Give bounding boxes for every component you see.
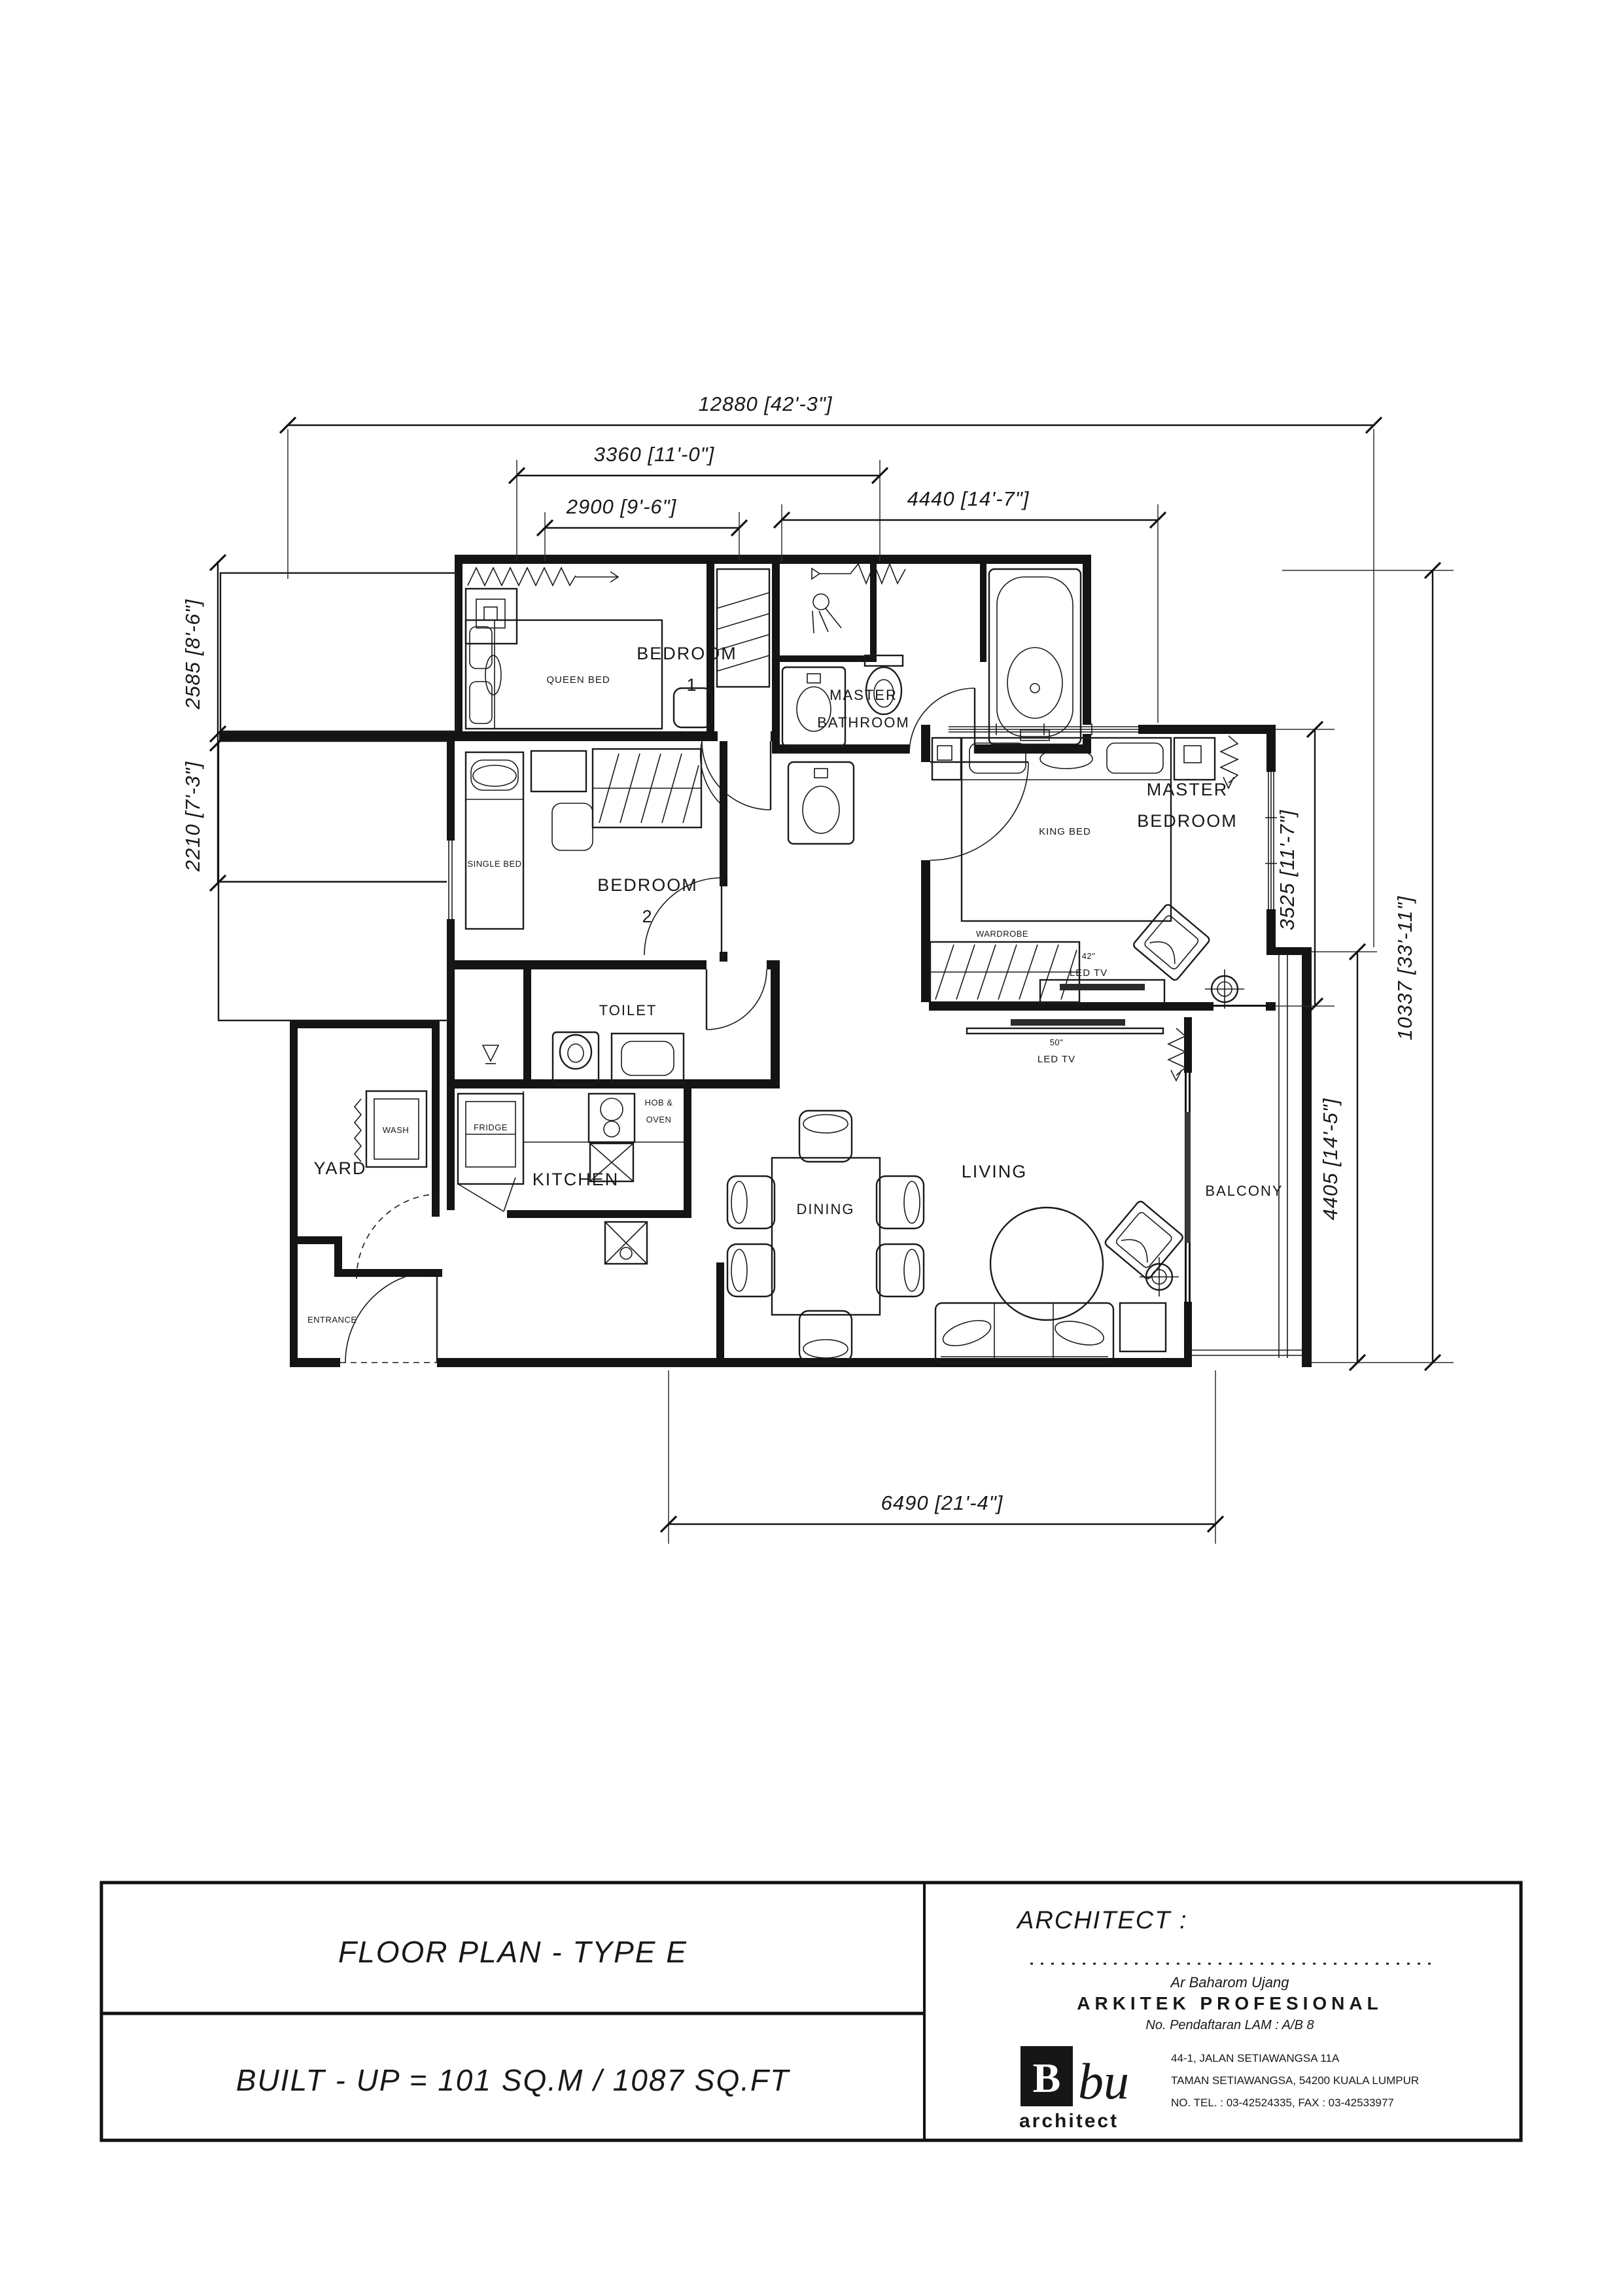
living-furniture — [935, 1019, 1185, 1363]
side-table — [932, 738, 961, 780]
drain-icon — [1030, 684, 1039, 693]
bedroom2-label: BEDROOM — [597, 875, 698, 895]
dim-top-overall: 12880 [42'-3"] — [698, 392, 833, 415]
hob-label: HOB & — [644, 1098, 673, 1107]
door-arc — [707, 969, 767, 1030]
hob-icon — [589, 1094, 635, 1142]
door-arc — [702, 741, 771, 810]
master-bathroom-label-2: BATHROOM — [817, 714, 910, 731]
entrance-door-arc — [345, 1271, 437, 1363]
king-bed-label: KING BED — [1039, 826, 1091, 837]
dim-2210: 2210 [7'-3"] — [181, 761, 204, 872]
hall-basin — [788, 762, 854, 844]
nightstand — [466, 589, 517, 644]
yard-label: YARD — [313, 1158, 367, 1178]
door-arc — [909, 688, 975, 754]
dimension-lines — [210, 417, 1454, 1544]
dim-3525: 3525 [11'-7"] — [1276, 809, 1299, 931]
wardrobe-label: WARDROBE — [975, 929, 1029, 939]
master-bathroom-label: MASTER — [829, 687, 898, 703]
drawing-title: FLOOR PLAN - TYPE E — [338, 1935, 688, 1969]
master-bedroom-label: MASTER — [1146, 780, 1229, 799]
address-line3: NO. TEL. : 03-42524335, FAX : 03-42533977 — [1171, 2096, 1394, 2109]
fridge-label: FRIDGE — [473, 1122, 508, 1132]
basin-icon — [483, 1045, 498, 1061]
tv50-icon — [1011, 1019, 1125, 1026]
registration-number: No. Pendaftaran LAM : A/B 8 — [1145, 2018, 1314, 2032]
desk — [531, 751, 586, 791]
pillow-icon — [1107, 743, 1163, 773]
kitchen-label: KITCHEN — [532, 1170, 620, 1189]
dim-2585: 2585 [8'-6"] — [181, 599, 204, 710]
door-arc — [930, 762, 1028, 860]
dining-furniture — [727, 1111, 924, 1362]
shower-icon — [813, 594, 829, 610]
fridge — [458, 1094, 523, 1184]
bedroom2-label-2: 2 — [642, 907, 654, 926]
lamp-icon — [484, 607, 497, 620]
logo-architect: architect — [1019, 2110, 1119, 2132]
master-bedroom-label-2: BEDROOM — [1137, 811, 1238, 831]
dim-overall-height: 10337 [33'-11"] — [1393, 896, 1416, 1041]
wc — [553, 1032, 599, 1085]
pillow-icon — [470, 682, 492, 723]
dim-6490: 6490 [21'-4"] — [881, 1491, 1003, 1514]
dim-2900: 2900 [9'-6"] — [566, 495, 677, 518]
entrance-label: ENTRANCE — [307, 1315, 357, 1325]
wash-label: WASH — [382, 1125, 410, 1135]
firm-name: ARKITEK PROFESIONAL — [1077, 1993, 1383, 2013]
chair — [727, 1176, 775, 1228]
chair — [877, 1244, 924, 1296]
hob-label-2: OVEN — [646, 1115, 672, 1124]
balcony-structure — [1192, 955, 1302, 1358]
lounge-chair — [1104, 1200, 1184, 1279]
yard-door-arc — [357, 1194, 442, 1279]
balcony-label: BALCONY — [1205, 1183, 1283, 1199]
dining-table — [772, 1158, 880, 1315]
chair — [727, 1244, 775, 1296]
dim-3360: 3360 [11'-0"] — [593, 443, 715, 466]
tv42-label: LED TV — [1069, 967, 1108, 979]
chair — [552, 803, 593, 850]
single-bed — [466, 752, 523, 929]
curtain-zigzag-icon — [468, 568, 576, 585]
vanity — [782, 667, 845, 746]
address-line1: 44-1, JALAN SETIAWANGSA 11A — [1171, 2052, 1340, 2064]
address-line2: TAMAN SETIAWANGSA, 54200 KUALA LUMPUR — [1171, 2074, 1420, 2087]
tv42-size-label: 42" — [1081, 951, 1096, 961]
dining-label: DINING — [796, 1201, 855, 1217]
cushion-icon — [1053, 1317, 1106, 1349]
pillow-icon — [471, 760, 518, 790]
tv50-size-label: 50" — [1049, 1037, 1064, 1047]
bedroom2-furniture — [466, 749, 722, 955]
coffee-table — [1120, 1303, 1166, 1351]
architect-heading: ARCHITECT : — [1017, 1907, 1188, 1934]
chair — [877, 1176, 924, 1228]
lamp-icon — [1184, 746, 1201, 763]
walls — [219, 555, 1312, 1367]
living-label: LIVING — [961, 1162, 1028, 1181]
pillow-icon — [470, 627, 492, 669]
left-service-blocks — [218, 573, 457, 1020]
cushion-icon — [940, 1315, 994, 1351]
dim-4405: 4405 [14'-5"] — [1319, 1098, 1342, 1221]
lamp-icon — [937, 746, 952, 760]
tap-icon — [807, 674, 820, 683]
built-up-label: BUILT - UP = 101 SQ.M / 1087 SQ.FT — [236, 2063, 790, 2097]
bolster-icon — [485, 655, 501, 695]
single-bed-label: SINGLE BED — [467, 859, 522, 869]
bedroom1-label-2: 1 — [686, 675, 698, 695]
toilet-icon — [560, 1035, 591, 1069]
dim-4440: 4440 [14'-7"] — [907, 487, 1030, 510]
tv-console — [1040, 980, 1164, 1003]
logo-b-letter: B — [1032, 2055, 1061, 2101]
toilet-label: TOILET — [599, 1002, 657, 1018]
sofa — [935, 1303, 1113, 1363]
tv42-icon — [1060, 984, 1145, 990]
tv50-label: LED TV — [1037, 1054, 1076, 1065]
arrow-icon — [812, 568, 820, 579]
bedroom1-label: BEDROOM — [637, 644, 737, 663]
basin-icon — [621, 1041, 674, 1075]
side-table — [1174, 738, 1215, 780]
architect-name: Ar Baharom Ujang — [1170, 1974, 1289, 1991]
tv-console — [967, 1028, 1163, 1034]
queen-bed-label: QUEEN BED — [546, 674, 610, 686]
logo-bu: bu — [1078, 2053, 1129, 2110]
